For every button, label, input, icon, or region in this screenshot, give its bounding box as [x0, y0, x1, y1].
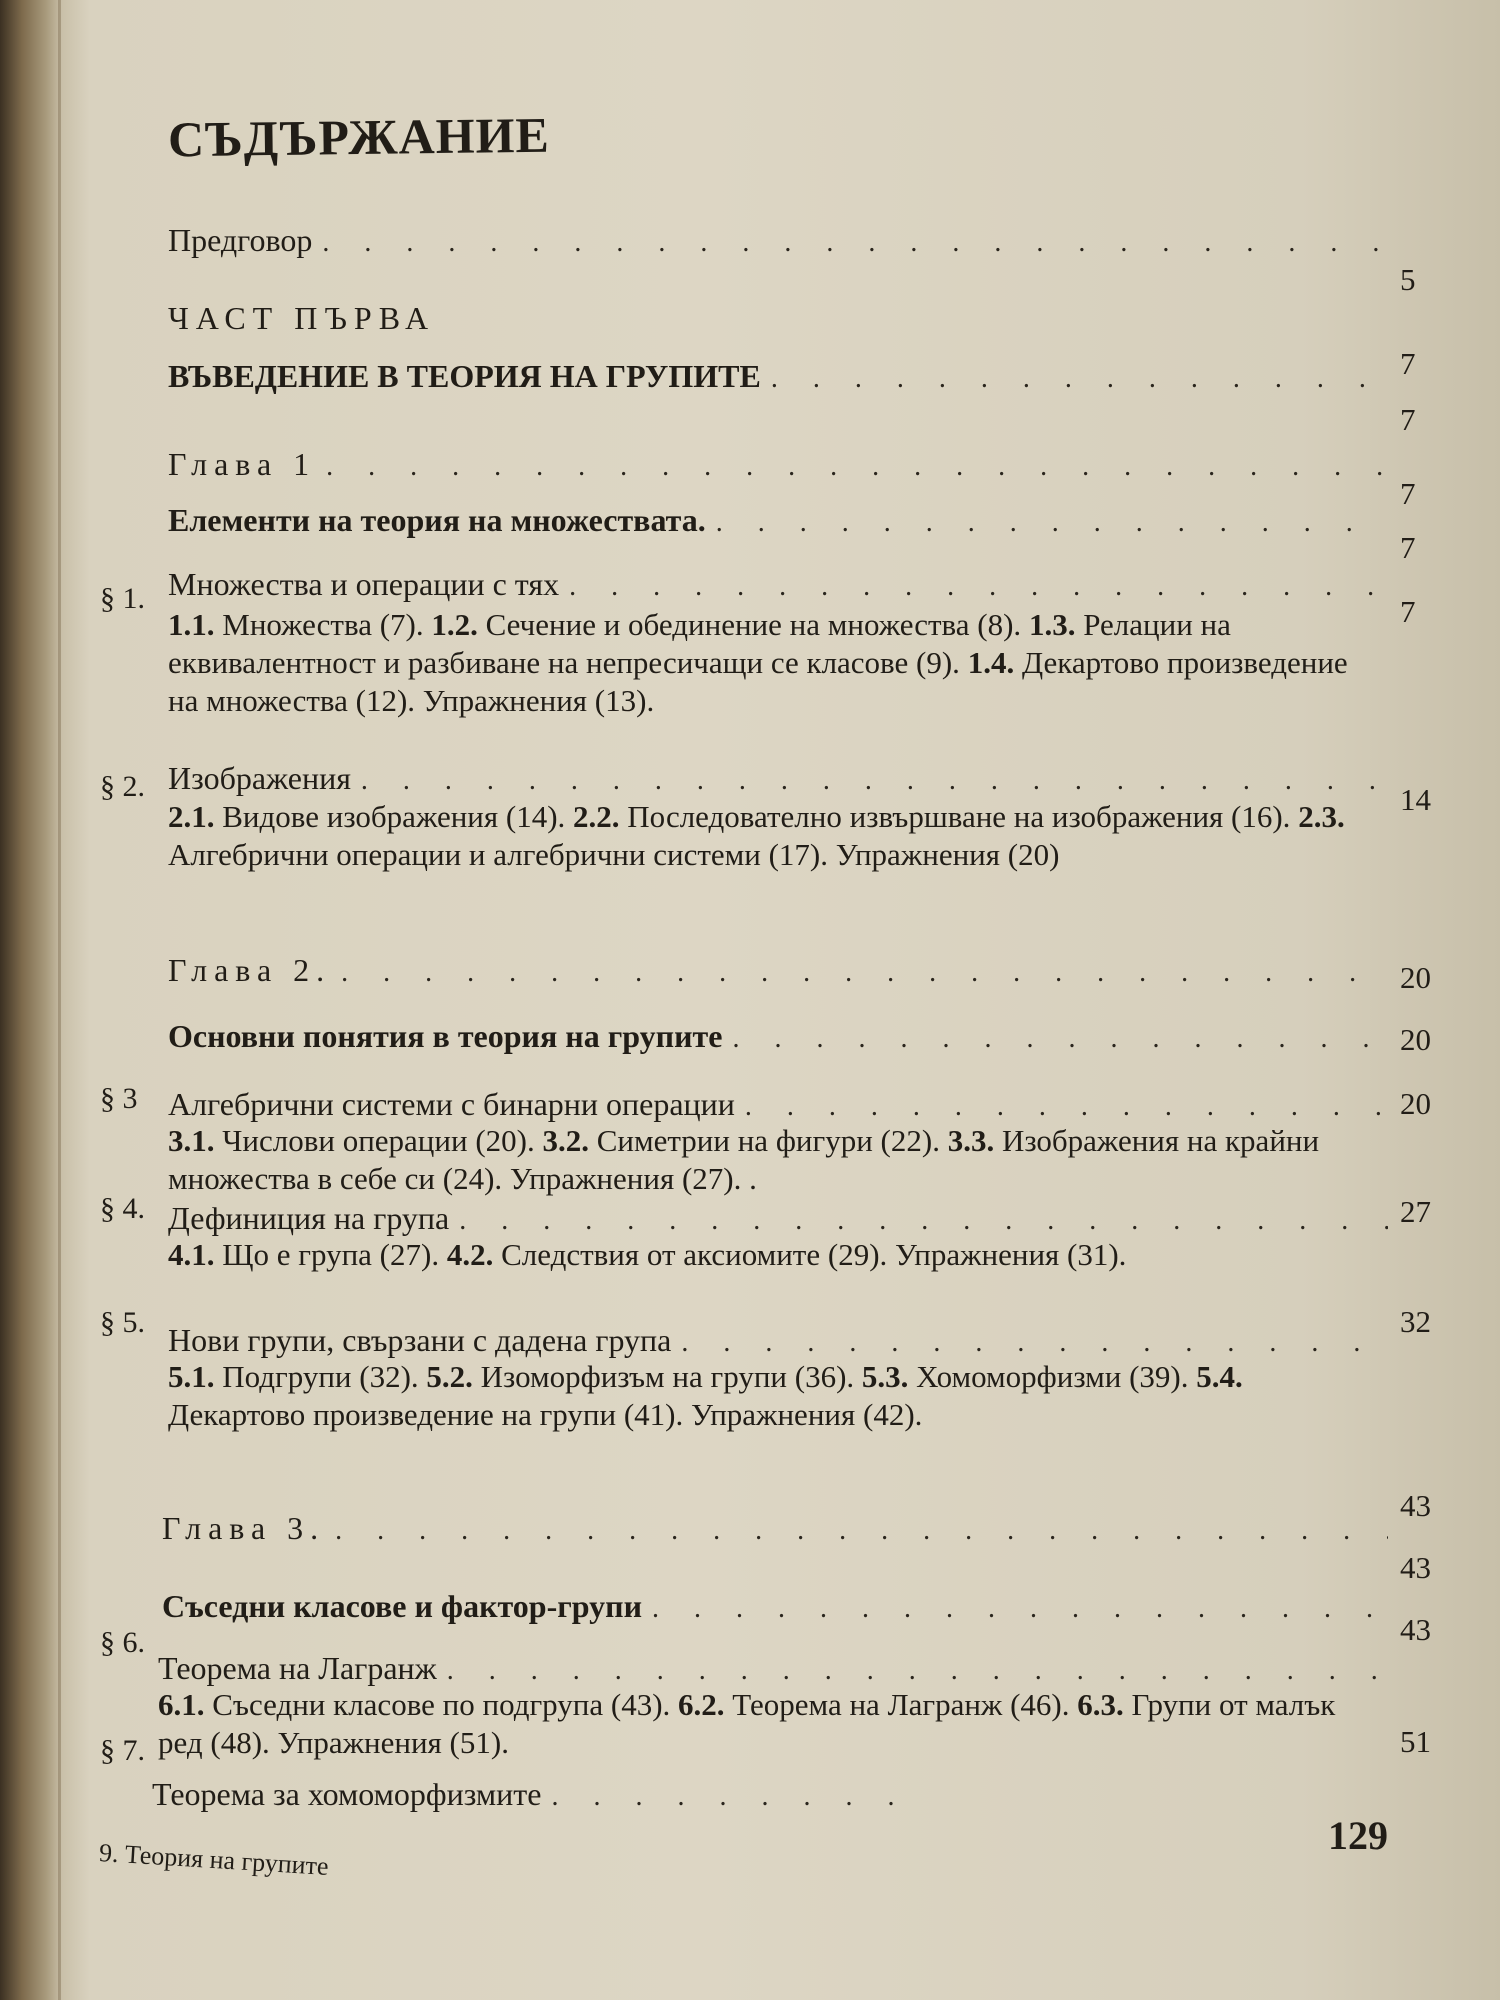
page-number-chapter-1-title: 7	[1400, 530, 1416, 565]
toc-entry-section-4[interactable]	[168, 1200, 1388, 1236]
toc-entry-label: Елементи на теория на множествата.	[168, 502, 706, 538]
dot-leader	[335, 1515, 1388, 1547]
page-number: 129	[1328, 1813, 1388, 1858]
page-title: СЪДЪРЖАНИЕ	[167, 106, 551, 168]
page-number-part-title: 7	[1400, 402, 1416, 437]
toc-entry-label: Теорема за хомоморфизмите	[152, 1776, 542, 1812]
dot-leader	[447, 1655, 1388, 1687]
toc-entry-section-2[interactable]	[168, 760, 1388, 796]
page-number-section-5: 32	[1400, 1304, 1431, 1339]
toc-entry-section-5[interactable]	[168, 1322, 1388, 1358]
toc-entry-section-7[interactable]	[152, 1776, 912, 1812]
page-number-section-7: 51	[1400, 1724, 1431, 1759]
page-number-chapter-1: 7	[1400, 476, 1416, 511]
dot-leader	[322, 227, 1388, 259]
section-number-1: § 1.	[100, 582, 145, 615]
section-number-7: § 7.	[100, 1734, 145, 1767]
page-number-section-2: 14	[1400, 782, 1431, 817]
dot-leader	[326, 451, 1388, 483]
page-number-preface: 5	[1400, 262, 1416, 297]
dot-leader	[551, 1781, 912, 1813]
toc-entry-part-title[interactable]	[168, 358, 1388, 394]
subsections-5: 5.1. Подгрупи (32). 5.2. Изоморфизъм на групи (36). 5.3. Хомоморфизми (39). 5.4. Декартово произведение на групи (41). Упражнения (42).	[168, 1359, 1243, 1432]
page-number-chapter-3-title: 43	[1400, 1550, 1431, 1585]
toc-entry-label: Предговор	[168, 222, 313, 258]
toc-entry-label: Основни понятия в теория на групите	[168, 1018, 723, 1054]
section-number-5: § 5.	[100, 1306, 145, 1339]
dot-leader	[745, 1091, 1388, 1123]
page-number-part: 7	[1400, 346, 1416, 381]
toc-entry-section-1[interactable]	[168, 566, 1388, 602]
subsections-3: 3.1. Числови операции (20). 3.2. Симетрии на фигури (22). 3.3. Изображения на крайни множества в себе си (24). Упражнения (27). .	[168, 1123, 1320, 1196]
subsections-6: 6.1. Съседни класове по подгрупа (43). 6.2. Теорема на Лагранж (46). 6.3. Групи от малък ред (48). Упражнения (51).	[158, 1687, 1336, 1760]
toc-entry-chapter-3-title[interactable]	[162, 1588, 1388, 1624]
page-number-chapter-3: 43	[1400, 1488, 1431, 1523]
section-number-4: § 4.	[100, 1192, 145, 1225]
toc-entry-label: Множества и операции с тях	[168, 566, 560, 602]
toc-entry-chapter-2-title[interactable]	[168, 1018, 1388, 1054]
page-number-section-4: 27	[1400, 1194, 1431, 1229]
section-number-6: § 6.	[100, 1626, 145, 1659]
toc-entry-chapter-1-title[interactable]	[168, 502, 1388, 538]
toc-entry-label: Глава 2.	[168, 952, 332, 988]
toc-entry-chapter-3[interactable]	[162, 1510, 1388, 1546]
toc-entry-label: Глава 1	[168, 446, 317, 482]
toc-entry-chapter-2[interactable]	[168, 952, 1388, 988]
dot-leader	[569, 571, 1388, 603]
toc-entry-section-3[interactable]	[168, 1086, 1388, 1122]
toc-entry-label: Дефиниция на група	[168, 1200, 450, 1236]
section-number-3: § 3	[100, 1082, 138, 1115]
dot-leader	[771, 363, 1388, 395]
toc-entry-part[interactable]	[168, 300, 968, 336]
toc-entry-label: Съседни класове и фактор-групи	[162, 1588, 643, 1624]
toc-entry-label: Алгебрични системи с бинарни операции	[168, 1086, 735, 1122]
subsections-4: 4.1. Що е група (27). 4.2. Следствия от аксиомите (29). Упражнения (31).	[168, 1237, 1127, 1272]
subsections-2: 2.1. Видове изображения (14). 2.2. Последователно извършване на изображения (16). 2.3. Алгебрични операции и алгебрични системи (17). Упражнения (20)	[168, 799, 1345, 872]
dot-leader	[361, 765, 1388, 797]
subsections-1: 1.1. Множества (7). 1.2. Сечение и обединение на множества (8). 1.3. Релации на еквивалентност и разбиване на непресичащи се класове (9). 1.4. Декартово произведение на множества (12). Упражнения (13).	[168, 607, 1348, 718]
toc-entry-label: Изображения	[168, 760, 351, 796]
toc-entry-label: Теорема на Лагранж	[158, 1650, 437, 1686]
page-number-chapter-2-title: 20	[1400, 1022, 1431, 1057]
dot-leader	[459, 1205, 1388, 1237]
book-gutter	[58, 0, 61, 2000]
toc-entry-chapter-1[interactable]	[168, 446, 1388, 482]
page-number-section-6: 43	[1400, 1612, 1431, 1647]
section-number-2: § 2.	[100, 770, 145, 803]
dot-leader	[732, 1023, 1388, 1055]
toc-entry-label: Глава 3.	[162, 1510, 326, 1546]
dot-leader	[716, 507, 1388, 539]
page-number-section-1: 7	[1400, 594, 1416, 629]
page-number-section-3: 20	[1400, 1086, 1431, 1121]
toc-entry-preface[interactable]	[168, 222, 1388, 258]
toc-entry-label: ВЪВЕДЕНИЕ В ТЕОРИЯ НА ГРУПИТЕ	[168, 358, 761, 394]
dot-leader	[341, 957, 1388, 989]
dot-leader	[681, 1327, 1388, 1359]
toc-entry-section-6[interactable]	[158, 1650, 1388, 1686]
folio-signature: 9. Теория на групите	[98, 1838, 330, 1881]
dot-leader	[652, 1593, 1388, 1625]
toc-entry-label: ЧАСТ ПЪРВА	[168, 300, 436, 336]
page-number-chapter-2: 20	[1400, 960, 1431, 995]
toc-entry-label: Нови групи, свързани с дадена група	[168, 1322, 672, 1358]
toc-page	[100, 0, 1500, 2000]
